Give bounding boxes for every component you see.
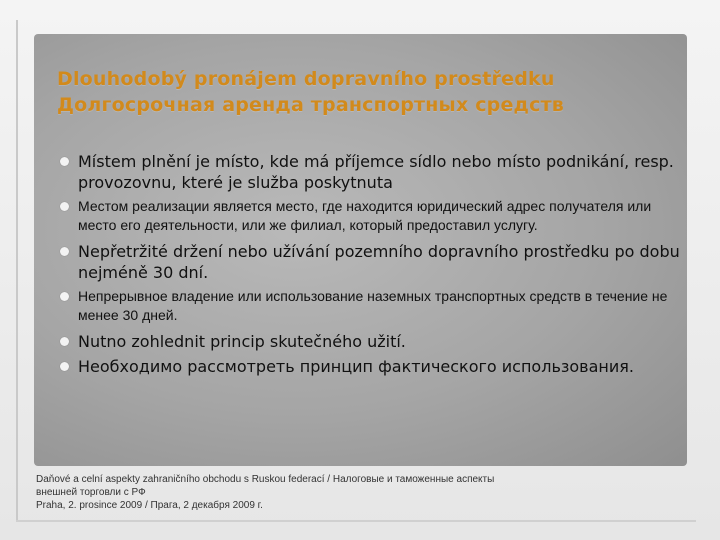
bullet-text: Необходимо рассмотреть принцип фактического использования. [78,357,634,376]
bullet-item [60,241,684,283]
bullet-dot-icon [60,337,69,346]
bullet-text: Nepřetržité držení nebo užívání pozemního dopravního prostředku po dobu nejméně 30 dní. [78,242,680,282]
bullet-text: Непрерывное владение или использование наземных транспортных средств в течение не менее 30 дней. [78,288,668,323]
bullet-item [60,331,684,352]
footer-line: Daňové a celní aspekty zahraničního obchodu s Ruskou federací / Налоговые и таможенные аспекты [36,474,495,485]
slide-title-russian: Долгосрочная аренда транспортных средств [57,94,565,116]
bullet-item [60,197,684,235]
bullet-dot-icon [60,247,69,256]
bullet-text: Местом реализации является место, где находится юридический адрес получателя или место его деятельности, или же филиал, который предоставил услугу. [78,198,652,233]
bullet-list [60,151,684,381]
bullet-text: Místem plnění je místo, kde má příjemce sídlo nebo místo podnikání, resp. provozovnu, které je služba poskytnuta [78,152,674,192]
bullet-item [60,151,684,193]
frame-line-left [16,20,18,520]
slide-footer [36,473,656,512]
slide-title [57,66,687,118]
slide-title-czech: Dlouhodobý pronájem dopravního prostředku [57,68,555,90]
footer-date: Praha, 2. prosince 2009 / Прага, 2 декабря 2009 г. [36,500,263,511]
footer-line: внешней торговли с РФ [36,487,146,498]
bullet-item [60,356,684,377]
bullet-dot-icon [60,362,69,371]
bullet-dot-icon [60,157,69,166]
frame-line-bottom [16,520,696,522]
bullet-dot-icon [60,202,69,211]
bullet-text: Nutno zohlednit princip skutečného užití. [78,332,406,351]
bullet-dot-icon [60,292,69,301]
bullet-item [60,287,684,325]
